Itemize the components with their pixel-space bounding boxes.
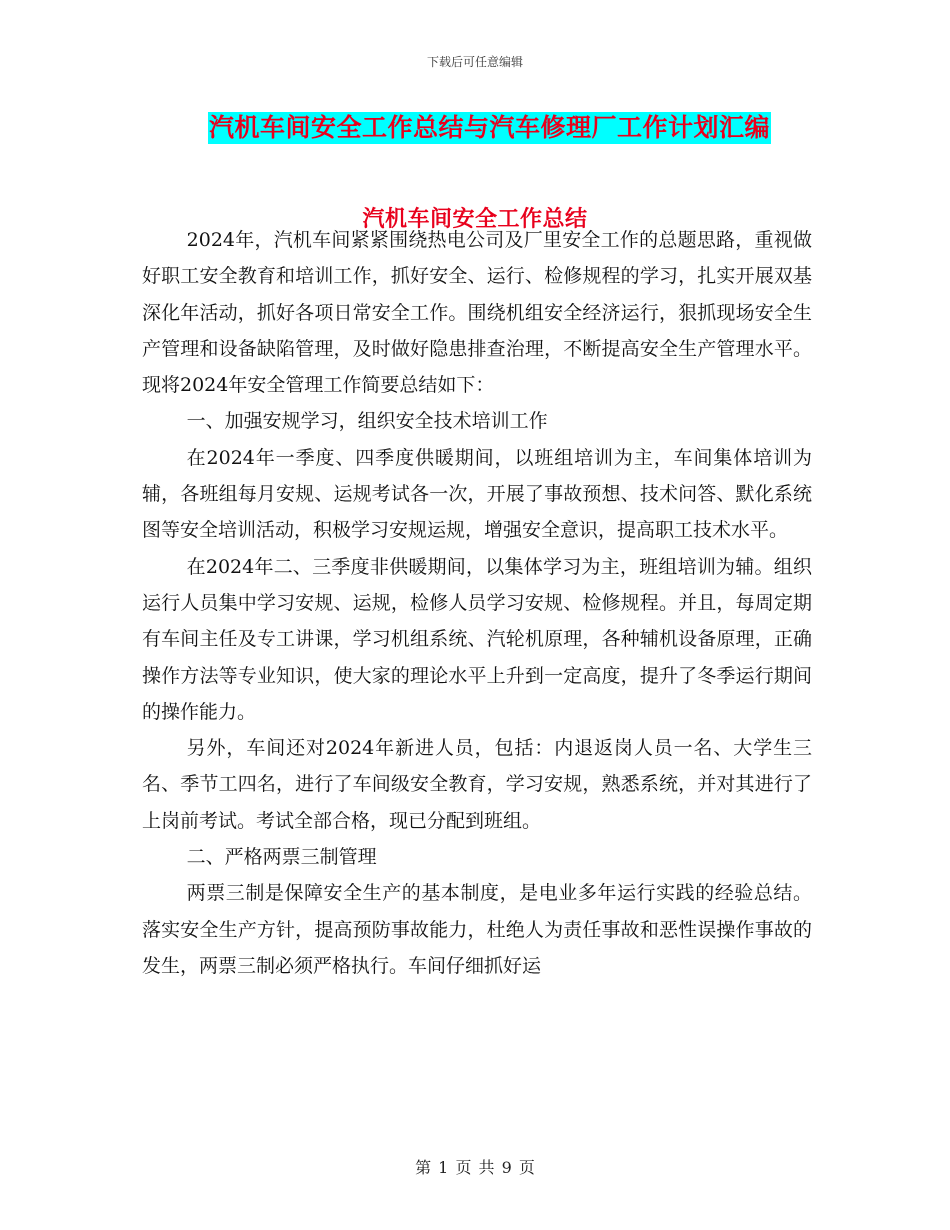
document-title: 汽机车间安全工作总结与汽车修理厂工作计划汇编 [209,113,771,142]
section-title: 汽机车间安全工作总结 [362,206,588,232]
paragraph-new-staff: 另外，车间还对2024年新进人员，包括：内退返岗人员一名、大学生三名、季节工四名，进行了车间级安全教育，学习安规，熟悉系统，并对其进行了上岗前考试。考试全部合格，现已分配到班组。 [142,737,812,832]
header-note: 下载后可任意编辑 [426,55,523,69]
paragraph-intro: 2024年，汽机车间紧紧围绕热电公司及厂里安全工作的总题思路，重视做好职工安全教育和培训工作，抓好安全、运行、检修规程的学习，扎实开展双基深化年活动，抓好各项日常安全工作。围绕机组安全经济运行，狠抓现场安全生产管理和设备缺陷管理，及时做好隐患排查治理，不断提高安全生产管理水平。现将2024年安全管理工作简要总结如下： [142,229,812,397]
heading-safety-training: 一、加强安规学习，组织安全技术培训工作 [186,410,548,433]
paragraph-two-tickets: 两票三制是保障安全生产的基本制度，是电业多年运行实践的经验总结。落实安全生产方针，提高预防事故能力，杜绝人为责任事故和恶性误操作事故的发生，两票三制必须严格执行。车间仔细抓好运 [142,882,812,977]
page-number-footer: 第 1 页 共 9 页 [415,1158,535,1177]
heading-two-tickets: 二、严格两票三制管理 [186,846,377,869]
paragraph-non-heating-season: 在2024年二、三季度非供暖期间，以集体学习为主，班组培训为辅。组织运行人员集中学习安规、运规，检修人员学习安规、检修规程。并且，每周定期有车间主任及专工讲课，学习机组系统、汽轮机原理，各种辅机设备原理，正确操作方法等专业知识，使大家的理论水平上升到一定高度，提升了冬季运行期间的操作能力。 [142,555,812,723]
paragraph-heating-season: 在2024年一季度、四季度供暖期间，以班组培训为主，车间集体培训为辅，各班组每月安规、运规考试各一次，开展了事故预想、技术问答、默化系统图等安全培训活动，积极学习安规运规，增强安全意识，提高职工技术水平。 [142,446,812,542]
document-body [142,222,812,984]
